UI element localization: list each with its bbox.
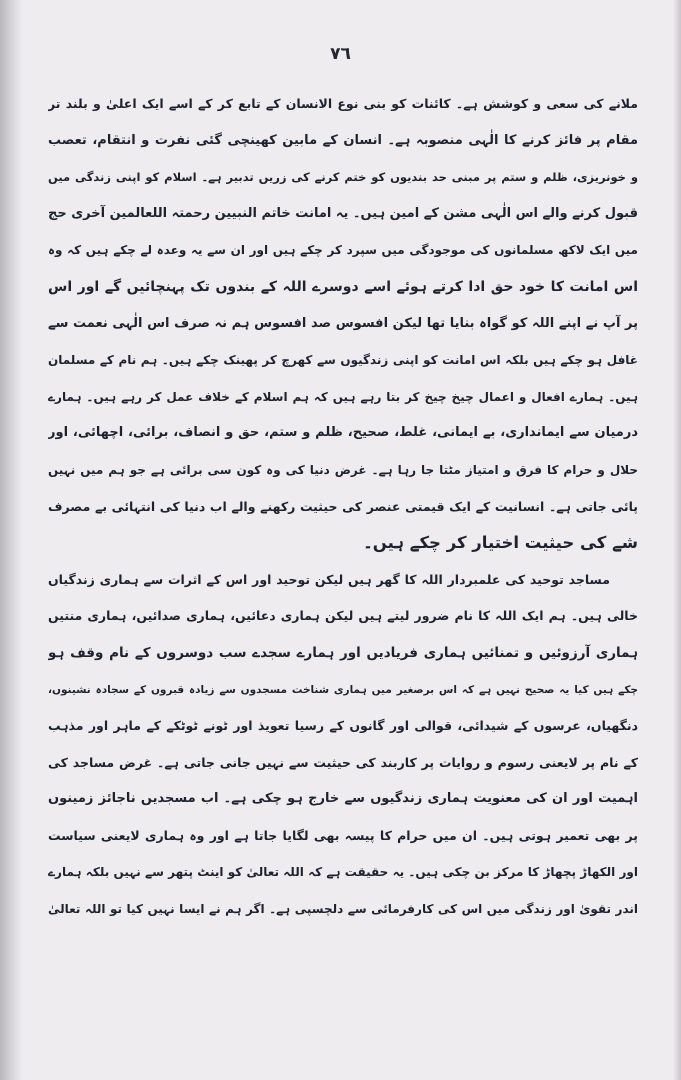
text-line: اہمیت اور ان کی معنویت ہماری زندگیوں سے خارج ہو چکی ہے۔ اب مسجدیں ناجائز زمینوں	[48, 791, 638, 807]
text-line: ملانے کی سعی و کوشش ہے۔ کائنات کو بنی نوع الانسان کے تابع کر کے اسے ایک اعلیٰ و بلند تر	[48, 96, 638, 111]
text-line: اس امانت کا خود حق ادا کرتے ہوئے اسے دوسرے اللہ کے بندوں تک پہنچائیں گے اور اس	[48, 278, 638, 295]
body-text	[48, 86, 638, 928]
text-line: ہیں۔ ہمارے افعال و اعمال چیخ چیخ کر بتا رہے ہیں کہ ہم اسلام کے خلاف عمل کر رہے ہیں۔ ہمارے	[48, 389, 638, 404]
text-line: پائی جاتی ہے۔ انسانیت کے ایک قیمتی عنصر کی حیثیت رکھنے والے اب دنیا کی انتہائی بے مصرف	[48, 498, 638, 514]
text-line: حلال و حرام کا فرق و امتیاز مٹتا جا رہا ہے۔ غرض دنیا کی وہ کون سی برائی ہے جو ہم میں نہیں	[48, 462, 638, 477]
text-line: شے کی حیثیت اختیار کر چکے ہیں۔	[363, 533, 638, 553]
text-line: مساجد توحید کی علمبردار اللہ کا گھر ہیں لیکن توحید اور اس کے اثرات سے ہماری زندگیاں	[48, 571, 610, 587]
text-line: درمیان سے ایمانداری، بے ایمانی، غلط، صحیح، ظلم و ستم، حق و انصاف، برائی، اچھائی، اور	[48, 425, 638, 441]
text-line: دنگھیاں، عرسوں کے شیدائی، قوالی اور گانوں کے رسیا تعویذ اور ٹونے ٹوٹکے کے ماہر اور مذہب	[48, 718, 638, 734]
text-line: کے نام پر لایعنی رسوم و روایات پر کاربند کی حیثیت سے نہیں جانی جاتی ہے۔ غرض مساجد کی	[48, 754, 638, 770]
text-line: اور الکھاڑ پچھاڑ کا مرکز بن چکی ہیں۔ یہ حقیقت ہے کہ اللہ تعالیٰ کو اینٹ پتھر سے نہیں بلکہ ہمارے	[48, 865, 638, 880]
page-binding-shadow	[0, 0, 22, 1080]
text-line: پر آپ نے اپنے اللہ کو گواہ بنایا تھا لیکن افسوس صد افسوس ہم نہ صرف اس الٰہی نعمت سے	[48, 315, 638, 331]
text-line: قبول کرنے والے اس الٰہی مشن کے امین ہیں۔ یہ امانت خاتم النبیین رحمتہ اللعالمین آخری حج	[48, 205, 638, 221]
text-line: و خونریزی، ظلم و ستم پر مبنی حد بندیوں کو ختم کرنے کی زریں تدبیر ہے۔ اسلام کو اپنی زندگی میں	[48, 170, 638, 185]
text-line: غافل ہو چکے ہیں بلکہ اس امانت کو اپنی زندگیوں سے کھرچ کر پھینک چکے ہیں۔ ہم نام کے مسلمان	[48, 353, 638, 368]
text-line: میں ایک لاکھ مسلمانوں کی موجودگی میں سپرد کر چکے ہیں اور ان سے یہ وعدہ لے چکے ہیں کہ وہ	[48, 243, 638, 258]
text-line: چکے ہیں کیا یہ صحیح نہیں ہے کہ اس برصغیر میں ہماری شناخت مسجدوں سے زیادہ قبروں کے سجادہ نشینوں،	[48, 683, 638, 696]
text-line: ہماری آرزوئیں و تمنائیں ہماری فریادیں اور ہمارے سجدے سب دوسروں کے نام وقف ہو	[48, 644, 638, 661]
text-line: پر بھی تعمیر ہوتی ہیں۔ ان میں حرام کا پیسہ بھی لگایا جاتا ہے اور وہ ہماری لایعنی سیاست	[48, 827, 638, 843]
text-line: مقام پر فائز کرنے کا الٰہی منصوبہ ہے۔ انسان کے مابین کھینچی گئی نفرت و انتقام، تعصب	[48, 132, 638, 148]
page-edge	[673, 0, 681, 1080]
text-line: اندر تقویٰ اور زندگی میں اس کی کارفرمائی سے دلچسپی ہے۔ اگر ہم نے ایسا نہیں کیا تو اللہ تعالیٰ	[48, 902, 638, 917]
page-number: ۷٦	[330, 44, 351, 64]
text-line: خالی ہیں۔ ہم ایک اللہ کا نام ضرور لیتے ہیں لیکن ہماری دعائیں، ہماری صدائیں، ہماری منتیں	[48, 608, 638, 624]
